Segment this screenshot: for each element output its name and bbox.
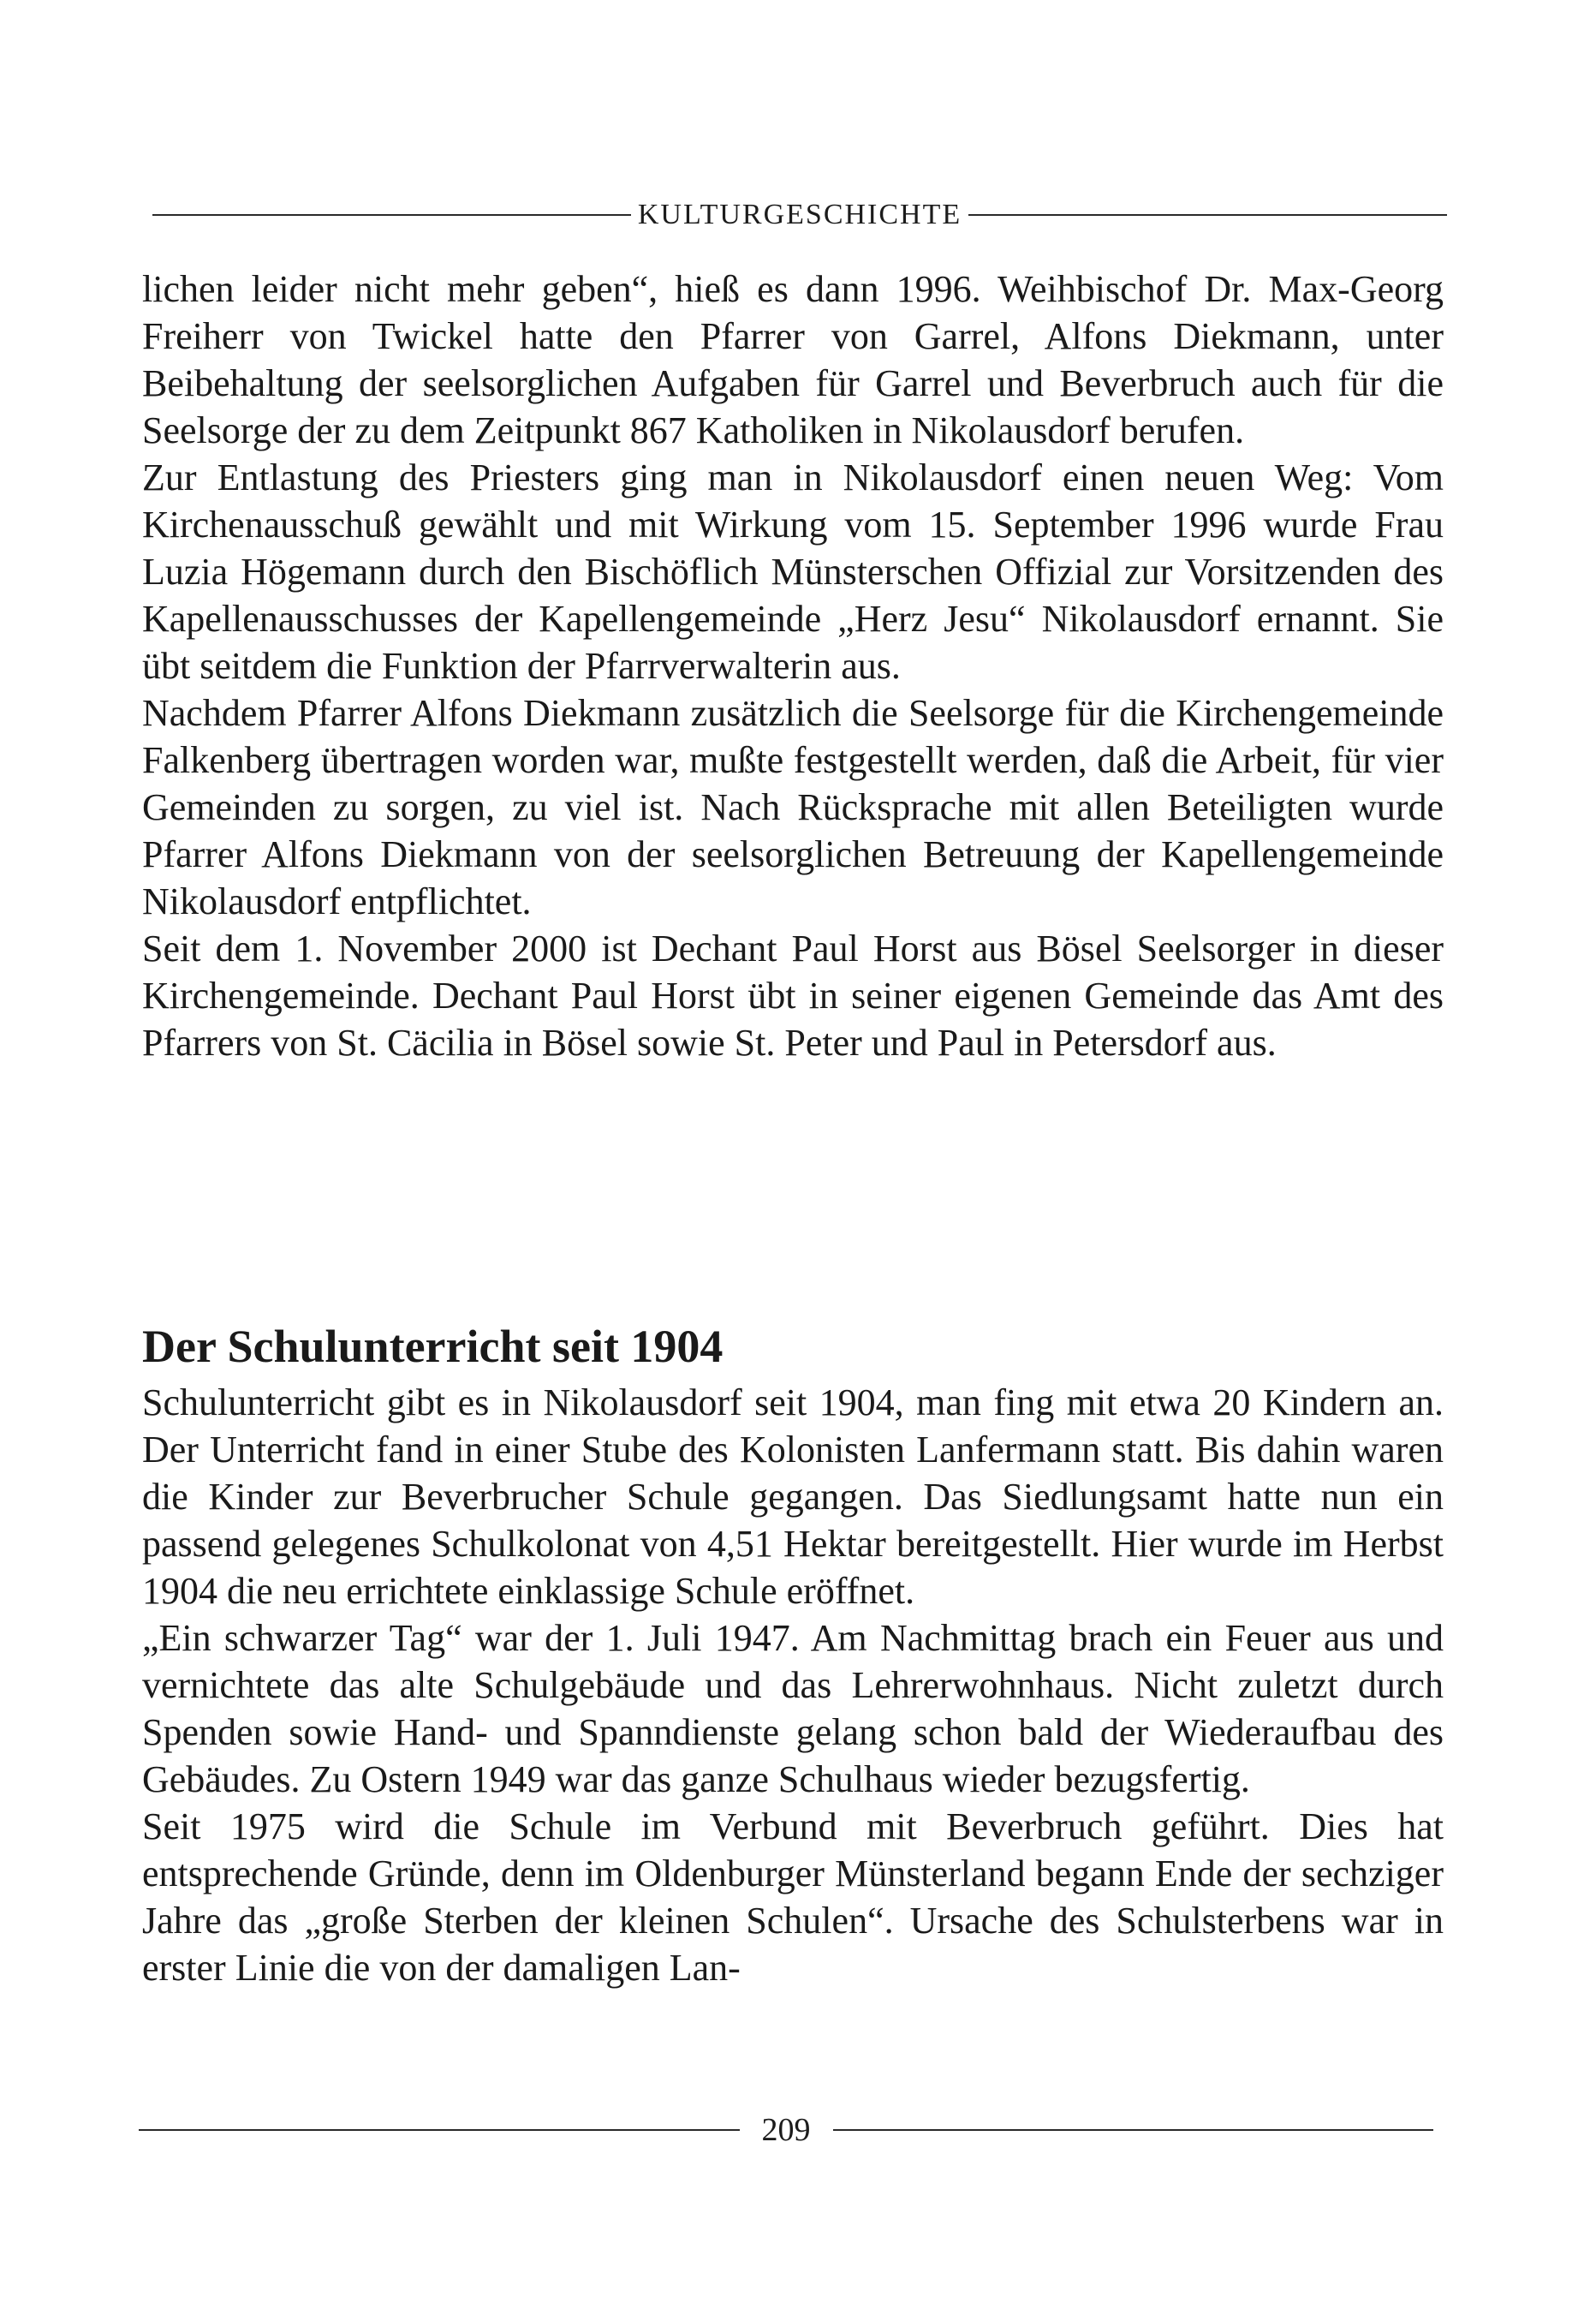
header-rule-left [152, 214, 631, 216]
paragraph: „Ein schwarzer Tag“ war der 1. Juli 1947. Am Nachmittag brach ein Feuer aus und vernichtete das alte Schulgebäude und das Lehrerwohnhaus. Nicht zuletzt durch Spenden sowie Hand- und Spanndienste gelang schon bald der Wiederaufbau des Gebäudes. Zu Ostern 1949 war das ganze Schulhaus wieder bezugsfertig. [142, 1617, 1444, 1800]
text-block-top [142, 266, 1444, 1066]
running-header-title: KULTURGESCHICHTE [637, 199, 962, 230]
page-number: 209 [761, 2112, 811, 2148]
section-heading: Der Schulunterricht seit 1904 [142, 1321, 724, 1372]
text-block-section [142, 1319, 1444, 1991]
page-footer [139, 2114, 1433, 2146]
paragraph: Seit dem 1. November 2000 ist Dechant Paul Horst aus Bösel Seelsorger in dieser Kirchengemeinde. Dechant Paul Horst übt in seiner eigenen Gemeinde das Amt des Pfarrers von St. Cäcilia in Bösel sowie St. Peter und Paul in Petersdorf aus. [142, 928, 1444, 1064]
paragraph: Zur Entlastung des Priesters ging man in Nikolausdorf einen neuen Weg: Vom Kirchenausschuß gewählt und mit Wirkung vom 15. September 1996 wurde Frau Luzia Högemann durch den Bischöflich Münsterschen Offizial zur Vorsitzenden des Kapellenausschusses der Kapellengemeinde „Herz Jesu“ Nikolausdorf ernannt. Sie übt seitdem die Funktion der Pfarrverwalterin aus. [142, 456, 1444, 687]
header-rule-right [968, 214, 1447, 216]
paragraph: Schulunterricht gibt es in Nikolausdorf seit 1904, man fing mit etwa 20 Kindern an. Der Unterricht fand in einer Stube des Kolonisten Lanfermann statt. Bis dahin waren die Kinder zur Beverbrucher Schule gegangen. Das Siedlungsamt hatte nun ein passend gelegenes Schulkolonat von 4,51 Hektar bereitgestellt. Hier wurde im Herbst 1904 die neu errichtete einklassige Schule eröffnet. [142, 1381, 1444, 1612]
paragraph: Nachdem Pfarrer Alfons Diekmann zusätzlich die Seelsorge für die Kirchengemeinde Falkenberg übertragen worden war, mußte festgestellt werden, daß die Arbeit, für vier Gemeinden zu sorgen, zu viel ist. Nach Rücksprache mit allen Beteiligten wurde Pfarrer Alfons Diekmann von der seelsorglichen Betreuung der Kapellengemeinde Nikolausdorf entpflichtet. [142, 692, 1444, 922]
paragraph: Seit 1975 wird die Schule im Verbund mit Beverbruch geführt. Dies hat entsprechende Gründe, denn im Oldenburger Münsterland begann Ende der sechziger Jahre das „große Sterben der kleinen Schulen“. Ursache des Schulsterbens war in erster Linie die von der damaligen Lan- [142, 1805, 1444, 1989]
footer-rule-left [139, 2129, 740, 2131]
running-header [152, 200, 1447, 230]
paragraph: lichen leider nicht mehr geben“, hieß es dann 1996. Weihbischof Dr. Max-Georg Freiherr von Twickel hatte den Pfarrer von Garrel, Alfons Diekmann, unter Beibehaltung der seelsorglichen Aufgaben für Garrel und Beverbruch auch für die Seelsorge der zu dem Zeitpunkt 867 Katholiken in Nikolausdorf berufen. [142, 268, 1444, 451]
footer-rule-right [833, 2129, 1434, 2131]
